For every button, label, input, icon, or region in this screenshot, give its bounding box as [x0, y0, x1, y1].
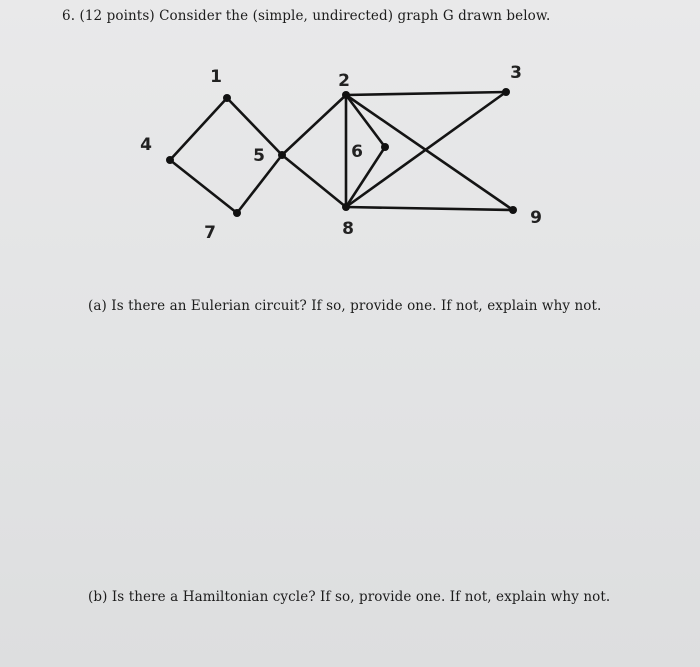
vertex-label-4: 4 [140, 135, 152, 155]
vertex-7 [233, 209, 241, 217]
edge-1-4 [170, 98, 227, 160]
edge-4-7 [170, 160, 237, 213]
vertex-label-5: 5 [253, 146, 265, 166]
part-b-prompt: (b) Is there a Hamiltonian cycle? If so, provide one. If not, explain why not. [88, 589, 611, 605]
vertex-9 [509, 206, 517, 214]
vertex-label-9: 9 [530, 208, 542, 228]
vertex-2 [342, 91, 350, 99]
vertex-1 [223, 94, 231, 102]
vertex-4 [166, 156, 174, 164]
vertex-3 [502, 88, 510, 96]
vertex-label-8: 8 [342, 219, 354, 239]
graph-figure [0, 0, 700, 300]
vertex-6 [381, 143, 389, 151]
graph-edges [170, 92, 513, 213]
graph-vertex-labels [140, 63, 542, 243]
edge-8-5 [282, 155, 346, 207]
vertex-label-2: 2 [338, 71, 350, 91]
vertex-label-1: 1 [210, 67, 222, 87]
edge-2-6 [346, 95, 385, 147]
vertex-8 [342, 203, 350, 211]
edge-5-2 [282, 95, 346, 155]
edge-2-9 [346, 95, 513, 210]
question-header: 6. (12 points) Consider the (simple, undirected) graph G drawn below. [62, 8, 551, 24]
edge-2-3 [346, 92, 506, 95]
part-a-prompt: (a) Is there an Eulerian circuit? If so, provide one. If not, explain why not. [88, 298, 602, 314]
vertex-label-6: 6 [351, 142, 363, 162]
vertex-label-7: 7 [204, 223, 216, 243]
edge-8-9 [346, 207, 513, 210]
vertex-5 [278, 151, 286, 159]
vertex-label-3: 3 [510, 63, 522, 83]
